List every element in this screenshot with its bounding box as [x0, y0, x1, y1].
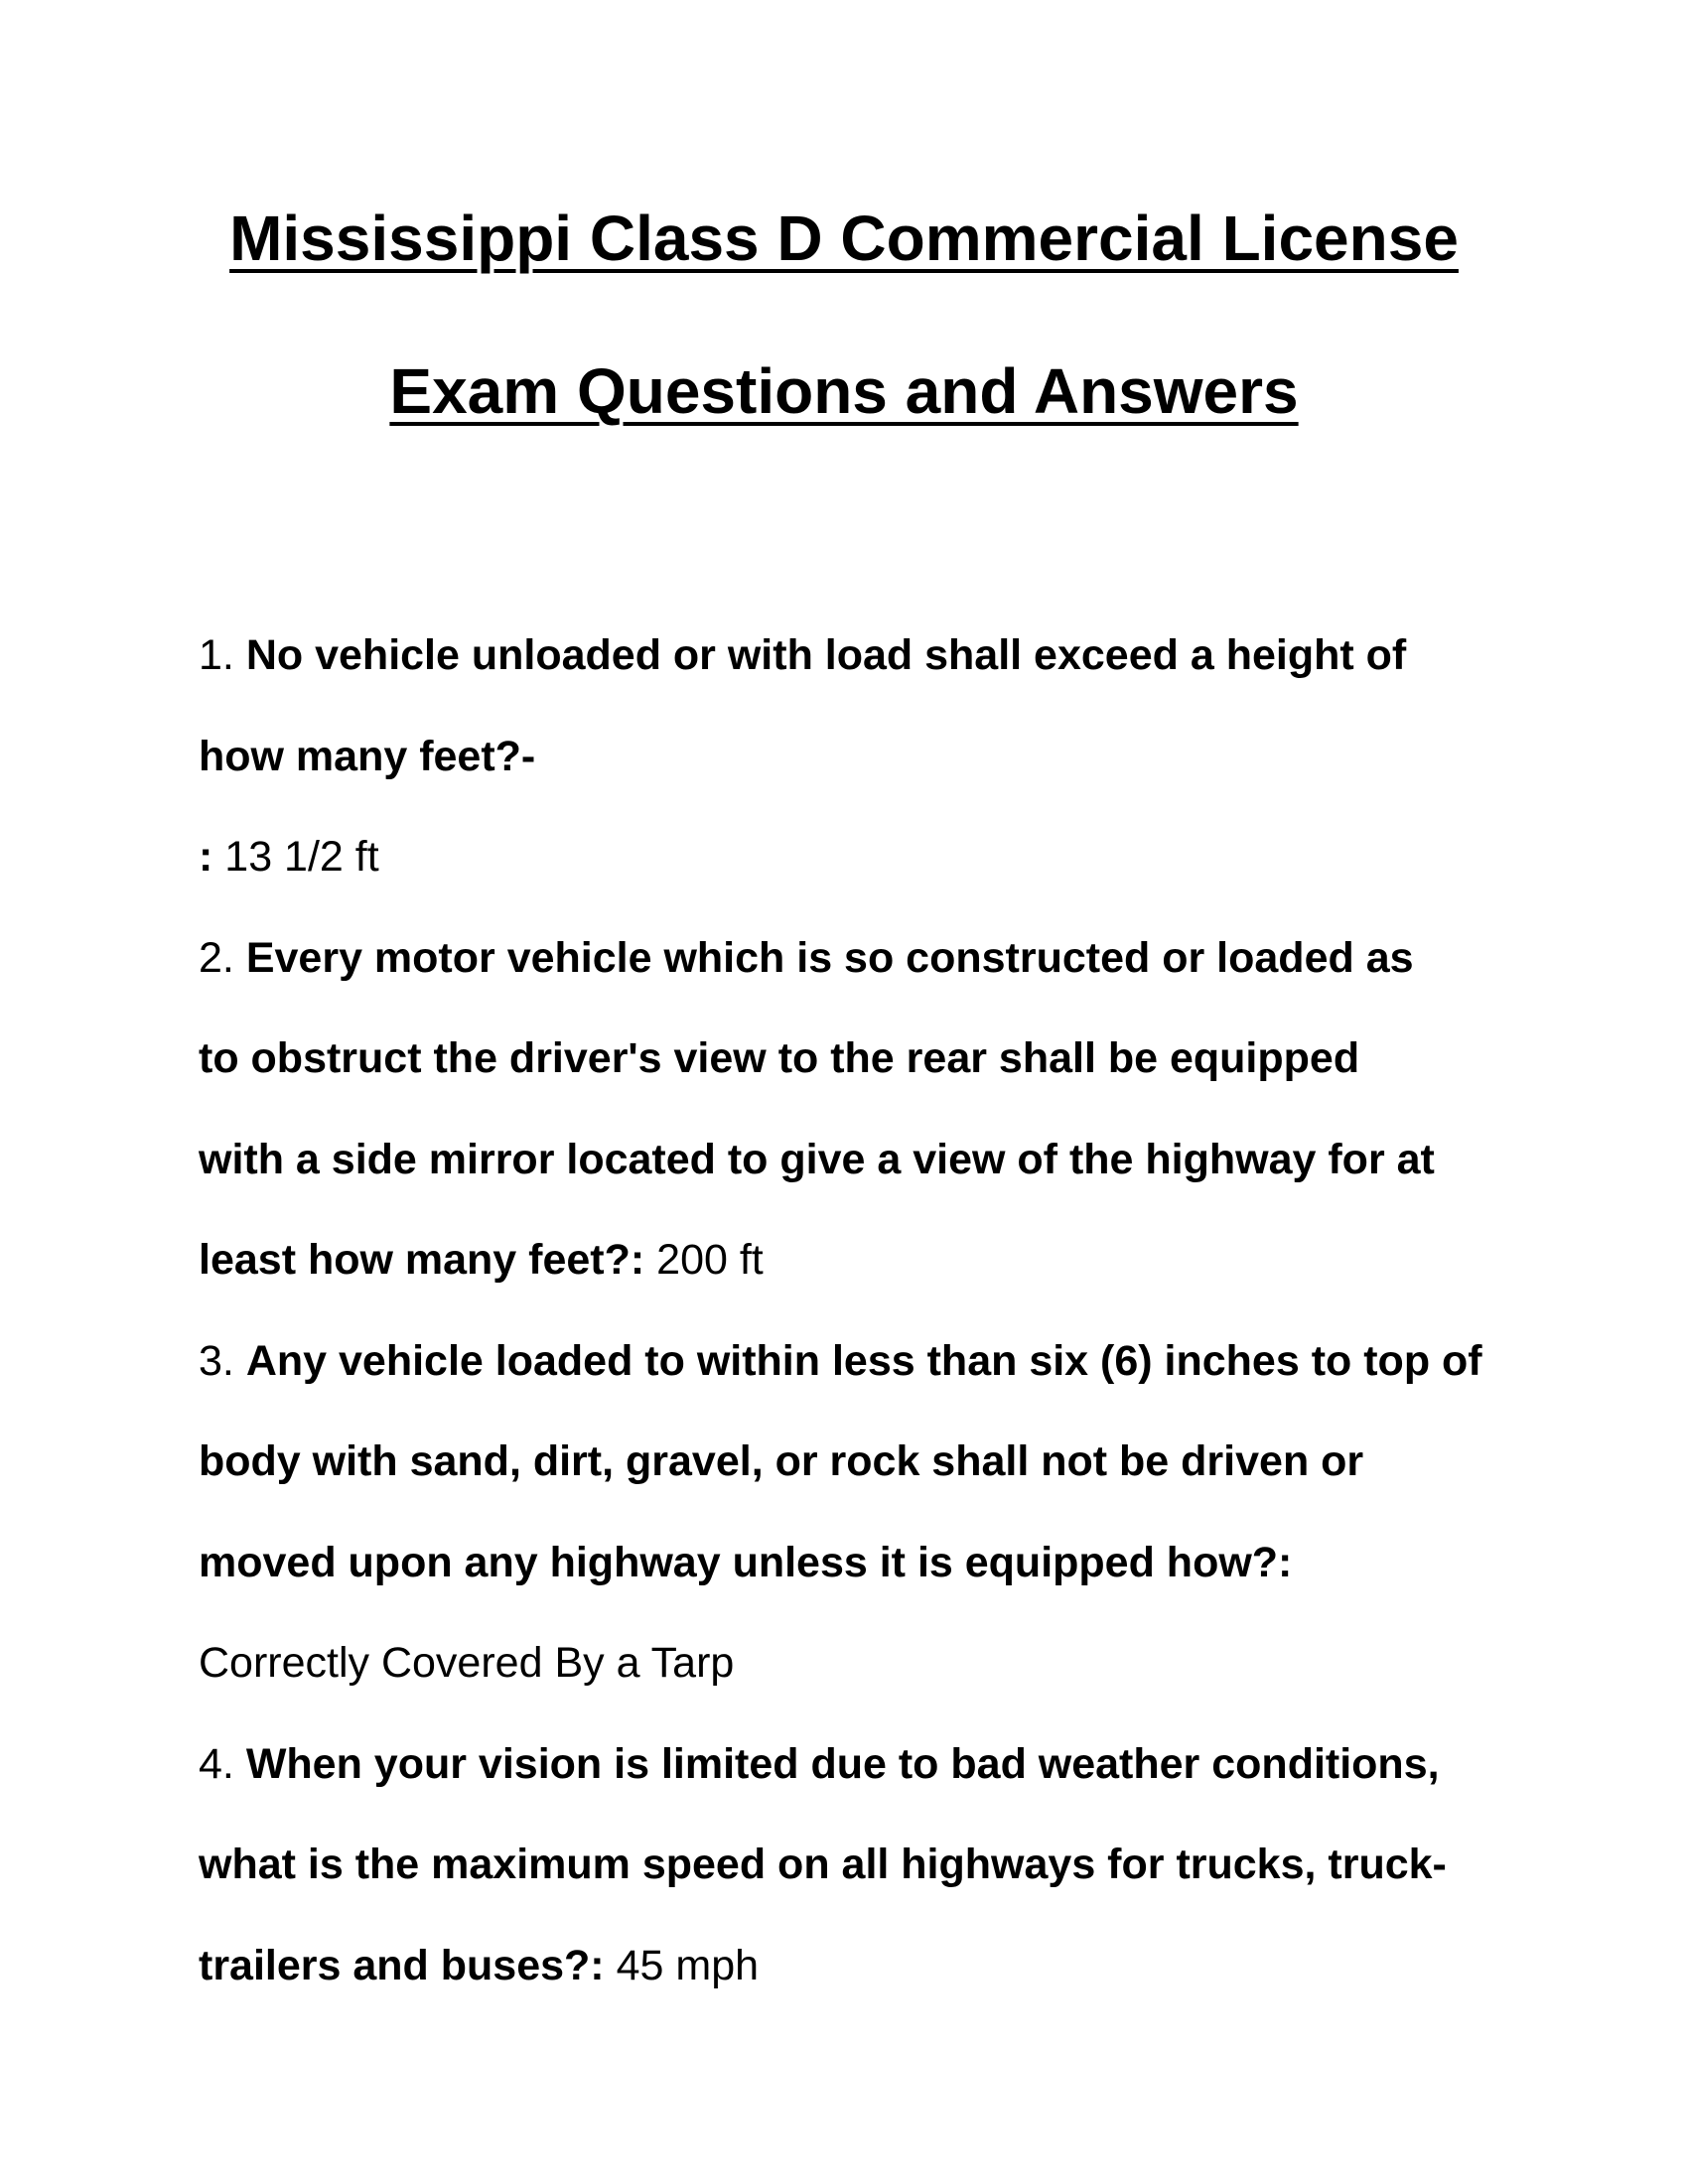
question-2-text-line-3: with a side mirror located to give a view of the highway for at: [199, 1135, 1435, 1183]
question-1-text-line-1: No vehicle unloaded or with load shall exceed a height of: [245, 631, 1407, 679]
question-2-text-line-2: to obstruct the driver's view to the rear shall be equipped: [199, 1034, 1360, 1082]
question-3-answer: Correctly Covered By a Tarp: [199, 1639, 735, 1687]
question-1-answer-line: [199, 807, 1489, 908]
question-4-line-1: [199, 1714, 1489, 1816]
question-4-text-line-2: what is the maximum speed on all highways for trucks, truck-: [199, 1841, 1447, 1888]
question-3-line-3: [199, 1513, 1489, 1614]
question-item-3: [199, 1311, 1489, 1714]
question-2-answer: 200 ft: [656, 1236, 764, 1284]
question-item-1: [199, 606, 1489, 908]
question-3-text-line-1: Any vehicle loaded to within less than six (6) inches to top of: [245, 1336, 1482, 1385]
question-2-line-1: [199, 908, 1489, 1010]
question-3-line-2: [199, 1412, 1489, 1513]
question-2-number: 2.: [199, 933, 234, 982]
document-title-line-2: [0, 351, 1688, 431]
question-2-line-3: [199, 1110, 1489, 1211]
questions-list: [199, 606, 1489, 2016]
question-3-answer-line: [199, 1613, 1489, 1714]
question-3-text-line-3: moved upon any highway unless it is equipped how?:: [199, 1538, 1293, 1586]
question-4-text-line-3: trailers and buses?:: [199, 1941, 605, 1989]
question-1-line-1: [199, 606, 1489, 707]
question-2-text-line-4: least how many feet?:: [199, 1236, 645, 1284]
question-4-line-2: [199, 1815, 1489, 1916]
question-4-number: 4.: [199, 1739, 234, 1788]
question-4-answer: 45 mph: [616, 1941, 760, 1989]
title-line-2-text: Exam Questions and Answers: [389, 355, 1299, 427]
question-4-line-3: [199, 1916, 1489, 2017]
question-1-separator: :: [199, 833, 213, 881]
question-3-text-line-2: body with sand, dirt, gravel, or rock shall not be driven or: [199, 1437, 1364, 1485]
question-2-line-4: [199, 1210, 1489, 1311]
title-line-1-text: Mississippi Class D Commercial License: [229, 203, 1459, 274]
question-4-text-line-1: When your vision is limited due to bad weather conditions,: [245, 1739, 1440, 1788]
question-1-text-line-2: how many feet?-: [199, 732, 536, 780]
question-2-line-2: [199, 1009, 1489, 1110]
question-3-line-1: [199, 1311, 1489, 1413]
question-item-2: [199, 908, 1489, 1311]
question-1-line-2: [199, 707, 1489, 808]
document-title-line-1: [0, 199, 1688, 278]
question-3-number: 3.: [199, 1336, 234, 1385]
question-1-number: 1.: [199, 631, 234, 679]
question-2-text-line-1: Every motor vehicle which is so constructed or loaded as: [245, 933, 1414, 982]
question-item-4: [199, 1714, 1489, 2017]
question-1-answer: 13 1/2 ft: [224, 833, 379, 881]
